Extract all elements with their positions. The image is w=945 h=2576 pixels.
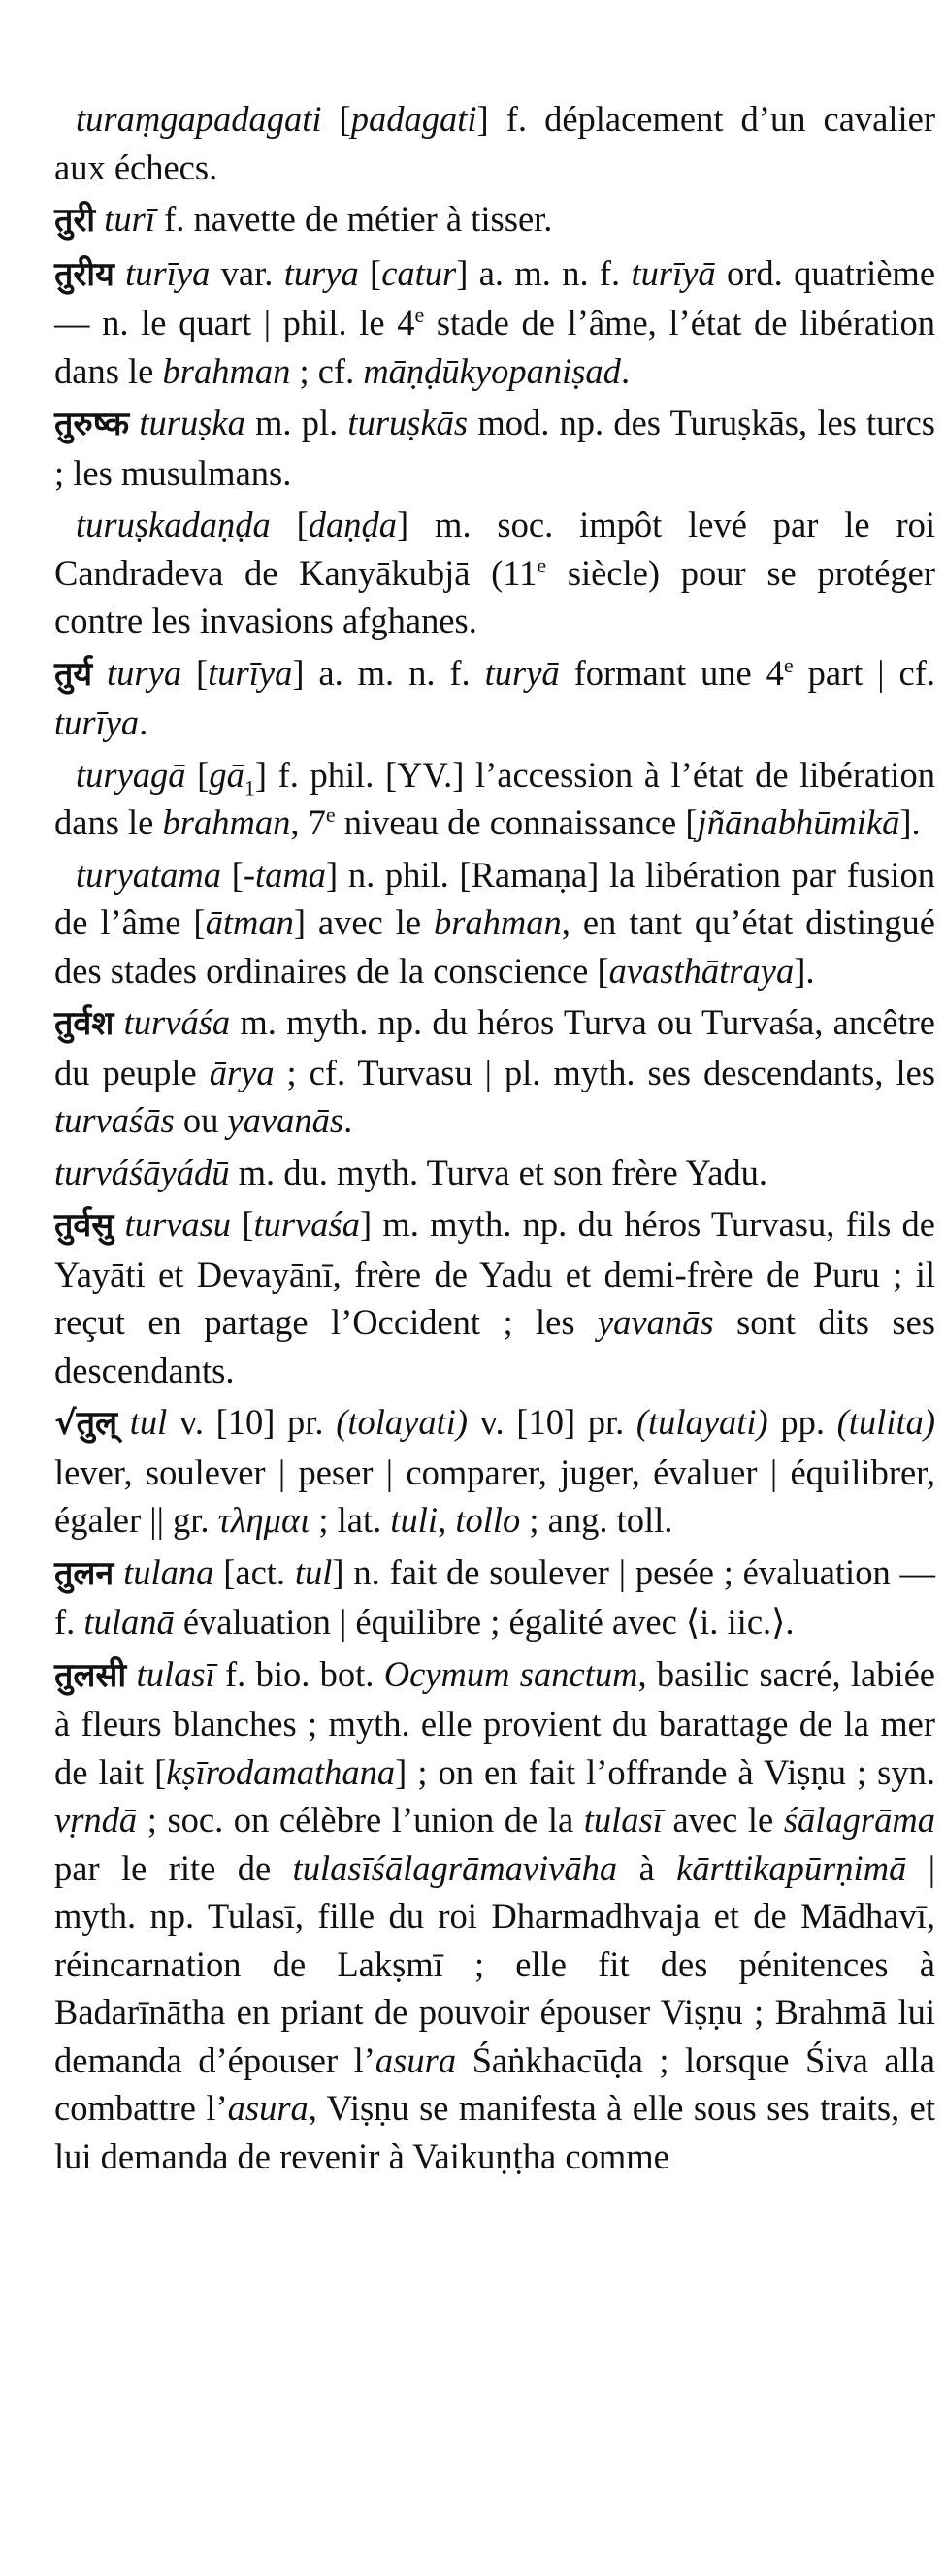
headword-transliteration: tul: [129, 1402, 168, 1442]
italic-term: māṇḍūkyopaniṣad: [363, 350, 621, 391]
dictionary-entry: [54, 1549, 935, 1647]
italic-term: avasthātraya: [608, 950, 795, 991]
dictionary-entry: [54, 649, 935, 747]
headword-transliteration: turuṣkadaṇḍa: [76, 505, 271, 544]
entry-text: ] a. m. n. f.: [456, 252, 632, 293]
entry-text: formant une 4: [559, 652, 784, 693]
entry-text: v. [10] pr.: [167, 1402, 337, 1442]
entry-text: , basilic sacré, labiée à fleurs blanches ; myth. elle provient du barattage de la mer de lait [: [54, 1653, 936, 1792]
headword-transliteration: turyatama: [76, 854, 222, 895]
italic-term: turya: [283, 252, 359, 293]
entry-text: .: [343, 1100, 353, 1140]
italic-term: daṇḍa: [308, 505, 398, 544]
italic-term: tul: [294, 1551, 333, 1592]
entry-text: ord. quatrième — n. le quart | phil. le 4: [54, 252, 936, 342]
entry-text: à: [617, 1847, 677, 1888]
italic-term: catur: [381, 252, 457, 293]
devanagari-headword: तुरी: [54, 201, 96, 240]
entry-text: mod. np. des Turuṣkās, les turcs ; les musulmans.: [54, 403, 935, 493]
italic-term: τλημαι: [217, 1500, 310, 1540]
headword-transliteration: turī: [104, 199, 155, 239]
headword-transliteration: tulana: [123, 1551, 214, 1592]
italic-term: yavanās: [597, 1302, 714, 1342]
devanagari-headword: तुरीय: [54, 254, 114, 294]
italic-term: -tama: [243, 854, 327, 895]
entry-text: [114, 253, 125, 293]
entry-text: ; lat.: [310, 1500, 391, 1540]
superscript: e: [783, 652, 794, 677]
entry-text: Śaṅkhacūḍa ; lorsque Śiva alla combattre l’: [54, 2039, 935, 2128]
italic-term: tulasīśālagrāmavivāha: [292, 1847, 618, 1888]
dictionary-entry: [54, 1200, 935, 1394]
superscript: e: [325, 801, 336, 827]
dictionary-entry: [54, 1398, 935, 1545]
devanagari-headword: तुर्वश: [54, 1004, 114, 1043]
entry-text: [: [270, 505, 309, 544]
entry-text: [114, 1552, 123, 1592]
italic-term: kārttikapūrṇimā: [676, 1847, 907, 1888]
entry-text: [114, 1002, 123, 1042]
entry-text: .: [139, 702, 148, 742]
entry-text: var.: [210, 252, 284, 293]
entry-text: avec le: [662, 1800, 784, 1840]
dictionary-entry: [54, 1149, 935, 1197]
italic-term: tulasī: [583, 1800, 663, 1840]
italic-term: turīya: [54, 702, 140, 742]
entry-text: [: [231, 1204, 254, 1244]
italic-term: turīya: [208, 652, 293, 693]
entry-text: [117, 1402, 130, 1442]
italic-term: gā: [209, 754, 244, 795]
entry-text: [92, 653, 107, 693]
dictionary-entry: [54, 195, 935, 245]
italic-term: yavanās: [227, 1100, 344, 1140]
entry-text: pp.: [767, 1402, 837, 1442]
italic-term: brahman: [433, 902, 562, 942]
entry-text: niveau de connaissance [: [335, 802, 698, 842]
headword-transliteration: tulasī: [136, 1653, 215, 1694]
entry-text: ; cf. Turvasu | pl. myth. ses descendants, les: [274, 1052, 935, 1092]
entry-text: [: [321, 99, 351, 139]
sub-entry: [54, 751, 935, 847]
italic-term: asura: [375, 2039, 457, 2080]
entry-text: [126, 1654, 136, 1694]
entry-text: sont dits ses descendants.: [54, 1302, 935, 1390]
devanagari-headword: √तुल्: [54, 1404, 118, 1443]
dictionary-entry: [54, 1650, 935, 2181]
devanagari-headword: तुलसी: [54, 1655, 127, 1695]
italic-term: vṛndā: [54, 1800, 138, 1840]
italic-term: turuṣkās: [347, 403, 469, 442]
entry-text: évaluation | équilibre ; égalité avec ⟨i. iic.⟩.: [174, 1602, 795, 1642]
entry-text: [95, 199, 104, 239]
entry-text: m. pl.: [244, 403, 348, 442]
headword-transliteration: turya: [107, 652, 182, 693]
devanagari-headword: तुर्य: [54, 654, 93, 694]
italic-term: (tolayati): [336, 1402, 469, 1442]
entry-text: , 7: [290, 802, 326, 842]
italic-term: (tulayati): [635, 1402, 768, 1442]
entry-text: , en tant qu’état distingué des stades ordinaires de la conscience [: [54, 902, 935, 991]
entry-text: ] ; on en fait l’offrande à Viṣṇu ; syn.: [395, 1751, 935, 1792]
sub-entry: [54, 501, 935, 645]
entry-text: m. du. myth. Turva et son frère Yadu.: [229, 1152, 768, 1192]
entry-text: ].: [794, 950, 815, 991]
entry-text: ou: [174, 1100, 228, 1140]
entry-text: ] m. myth. np. du héros Turvasu, fils de Yayāti et Devayānī, frère de Yadu et demi-frère de Puru ; il reçut en partage l’Occident ; les: [54, 1204, 935, 1342]
entry-text: .: [620, 350, 631, 391]
superscript: e: [537, 552, 547, 577]
italic-term: turvaśās: [54, 1100, 175, 1140]
italic-term: kṣīrodamathana: [166, 1751, 396, 1792]
dictionary-entry: [54, 998, 935, 1145]
entry-text: stade de l’âme, l’état de libération dans le: [54, 303, 935, 391]
italic-term: jñānabhūmikā: [697, 802, 900, 842]
entry-text: ] f. phil. [YV.] l’accession à l’état de libération dans le: [54, 754, 936, 842]
entry-text: f. bio. bot.: [214, 1653, 384, 1694]
entry-text: [act.: [213, 1551, 295, 1592]
superscript: e: [414, 302, 425, 327]
headword-transliteration: turvasu: [124, 1204, 232, 1244]
entry-text: f. navette de métier à tisser.: [154, 199, 553, 239]
devanagari-headword: तुरुष्क: [54, 405, 130, 443]
entry-text: par le rite de: [54, 1847, 293, 1888]
dictionary-entry: [54, 399, 935, 497]
entry-text: lever, soulever | peser | comparer, juger, évaluer | équilibrer, égaler || gr.: [54, 1451, 935, 1540]
entry-text: ,: [438, 1500, 456, 1540]
headword-transliteration: turaṃgapadagati: [76, 99, 322, 139]
entry-text: [: [185, 754, 210, 795]
entry-text: [129, 403, 139, 442]
italic-term: tulanā: [83, 1602, 175, 1642]
italic-term: brahman: [162, 802, 291, 842]
italic-term: śālagrāma: [783, 1800, 935, 1840]
entry-text: part | cf.: [793, 652, 935, 693]
italic-term: turīyā: [631, 252, 716, 293]
italic-term: ārya: [209, 1052, 275, 1092]
devanagari-headword: तुर्वसु: [54, 1206, 114, 1245]
italic-term: brahman: [162, 350, 291, 391]
entry-text: ] n. fait de soulever | pesée ; évaluation — f.: [54, 1551, 936, 1642]
entry-text: v. [10] pr.: [468, 1402, 636, 1442]
entry-text: m. myth. np. du héros Turva ou Turvaśa, ancêtre du peuple: [54, 1002, 936, 1092]
entry-text: | myth. np. Tulasī, fille du roi Dharmadhvaja et de Mādhavī, réincarnation de Lakṣmī ; elle fit des pénitences à Badarīnātha en priant de pouvoir épouser Viṣṇu ; Brahmā lui demanda d’épouser l’: [54, 1847, 935, 2080]
entry-text: siècle) pour se protéger contre les invasions afghanes.: [54, 552, 935, 640]
italic-term: turvaśa: [253, 1204, 360, 1244]
entry-text: , Viṣṇu se manifesta à elle sous ses traits, et lui demanda de revenir à Vaikuṇṭha comme: [54, 2088, 935, 2176]
entry-text: ].: [899, 802, 921, 842]
entry-text: ; cf.: [290, 350, 364, 391]
entry-text: ] a. m. n. f.: [292, 652, 485, 693]
sub-entry: [54, 95, 935, 191]
italic-term: tollo: [455, 1500, 521, 1540]
devanagari-headword: तुलन: [54, 1553, 114, 1593]
sub-entry: [54, 851, 935, 995]
entry-text: ] f. déplacement d’un cavalier aux échecs.: [54, 99, 935, 187]
entry-text: [: [221, 854, 244, 895]
entry-text: [: [358, 252, 382, 293]
italic-term: asura: [227, 2088, 309, 2128]
subscript: 1: [244, 774, 255, 799]
entry-text: ; soc. on célèbre l’union de la: [137, 1800, 584, 1840]
italic-term: tuli: [390, 1500, 439, 1540]
headword-transliteration: turváśa: [123, 1002, 231, 1042]
italic-term: turyā: [484, 652, 560, 693]
dictionary-entry: [54, 249, 935, 396]
headword-transliteration: turváśāyádū: [54, 1152, 230, 1192]
headword-transliteration: turuṣka: [139, 403, 245, 442]
entry-text: ] avec le: [293, 902, 434, 942]
headword-transliteration: turyagā: [76, 754, 186, 795]
entry-text: [: [181, 652, 209, 693]
italic-term: padagati: [350, 99, 477, 139]
entry-text: ; ang. toll.: [520, 1500, 673, 1540]
italic-term: ātman: [205, 902, 294, 942]
italic-term: Ocymum sanctum: [383, 1653, 638, 1694]
headword-transliteration: turīya: [125, 252, 211, 293]
entry-text: [114, 1204, 124, 1244]
entry-text: ] m. soc. impôt levé par le roi Candradeva de Kanyākubjā (11: [54, 505, 935, 593]
italic-term: (tulita): [836, 1402, 935, 1442]
entry-text: ] n. phil. [Ramaṇa] la libération par fusion de l’âme [: [54, 854, 935, 942]
